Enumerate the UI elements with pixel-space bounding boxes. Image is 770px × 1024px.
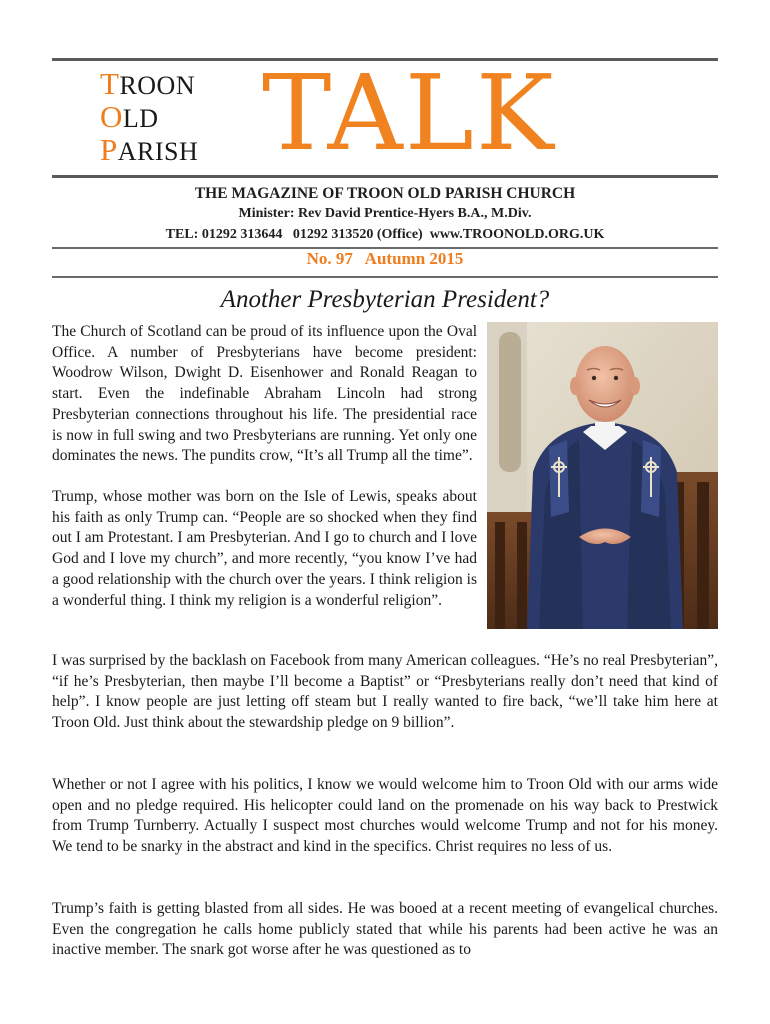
minister-photo [487, 322, 718, 629]
minister-line: Minister: Rev David Prentice-Hyers B.A., M.Div. [238, 206, 532, 221]
logo-initial-p: P [100, 132, 118, 167]
issue-number: No. 97 Autumn 2015 [306, 249, 464, 268]
magazine-title: TALK [262, 52, 556, 174]
magazine-tagline: THE MAGAZINE OF TROON OLD PARISH CHURCH [194, 185, 576, 202]
article-paragraph-5: Trump’s faith is getting blasted from all sides. He was booed at a recent meeting of evangelical churches. Even the congregation he calls home publicly stated that while his parents had been active he was an inactive member. The snark got worse after he was questioned as to [52, 900, 718, 959]
article-paragraph-4: Whether or not I agree with his politics, I know we would welcome him to Troon Old with our arms wide open and no pledge required. His helicopter could land on the promenade on his way back to Prestwick from Trump Turnberry. Actually I suspect most churches would welcome Trump and not for his money. We tend to be snarky in the abstract and kind in the specifics. Christ requires no less of us. [52, 776, 718, 856]
logo-word-troon: ROON [119, 71, 196, 100]
parish-name-logo [100, 68, 198, 167]
masthead-top-rule [52, 175, 718, 178]
article-paragraph-1: The Church of Scotland can be proud of its influence upon the Oval Office. A number of Presbyterians have become president: Woodrow Wilson, Dwight D. Eisenhower and Ronald Reagan to start. Even the indefinable Abraham Lincoln had strong Presbyterian connections throughout his life. The presidential race is now in full swing and two Presbyterians are running. Yet only one dominates the news. The pundits crow, “It’s all Trump all the time”. [52, 323, 477, 465]
article-paragraph-3: I was surprised by the backlash on Facebook from many American colleagues. “He’s no real Presbyterian”, “if he’s Presbyterian, then maybe I’ll become a Baptist” or “Presbyterians really don’t need that kind of help”. I know people are just letting off steam but I really wanted to fire back, “we’ll take him here at Troon Old. Just think about the stewardship pledge on 9 billion”. [52, 652, 718, 732]
article-paragraph-2: Trump, whose mother was born on the Isle of Lewis, speaks about his faith as only Trump can. “People are so shocked when they find out I am Protestant. I am Presbyterian. And I go to church and I love God and I love my church”, and more recently, “you know I’ve had a good relationship with the church over the years. I think religion is a wonderful thing. I think my religion is a wonderful religion”. [52, 488, 477, 609]
logo-word-old: LD [122, 104, 159, 133]
contact-line: TEL: 01292 313644 01292 313520 (Office) www.TROONOLD.ORG.UK [165, 227, 605, 242]
logo-word-parish: ARISH [117, 137, 199, 166]
article-headline: Another Presbyterian President? [220, 286, 550, 313]
logo-initial-o: O [100, 99, 123, 134]
masthead-bottom-rule [52, 276, 718, 278]
logo-initial-t: T [100, 66, 120, 101]
